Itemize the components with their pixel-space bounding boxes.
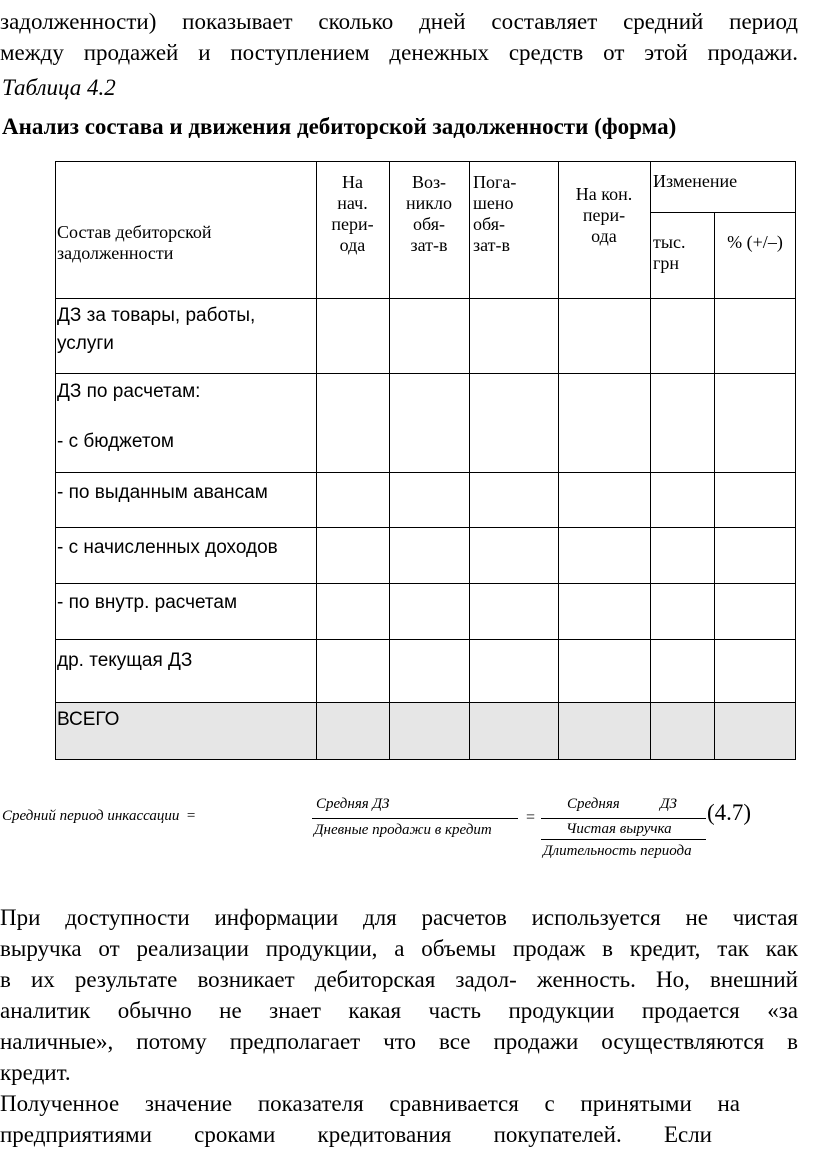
- header-repaid: Пога- шено обя- зат-в: [473, 172, 517, 255]
- header-start-of-period: На нач. пери- ода: [331, 172, 374, 255]
- body-text-line: предприятиями сроками кредитования покупателей. Если: [0, 1122, 712, 1147]
- formula-fraction2-bar: [541, 818, 706, 819]
- body-text-line: в их результате возникает дебиторская задол- женность. Но, внешний: [0, 967, 798, 992]
- formula-equals: =: [526, 809, 536, 826]
- body-text-line: Полученное значение показателя сравнивается с принятыми на: [0, 1091, 740, 1116]
- table-border-col: [558, 161, 559, 760]
- body-text-line: наличные», потому предполагает что все продажи осуществляются в: [0, 1029, 798, 1054]
- header-composition: Состав дебиторской задолженности: [57, 222, 212, 263]
- formula-fraction2-middle: Чистая выручка: [566, 821, 672, 837]
- body-text-line: между продажей и поступлением денежных средств от этой продажи.: [0, 40, 798, 65]
- table-border-col: [714, 212, 715, 760]
- formula-lhs: Средний период инкассации =: [2, 808, 196, 824]
- table-title: Анализ состава и движения дебиторской задолженности (форма): [2, 114, 677, 139]
- table-border-row: [55, 298, 796, 299]
- table-border-row: [55, 373, 796, 374]
- formula-fraction2-numerator-a: Средняя: [567, 796, 620, 812]
- header-change: Изменение: [653, 171, 738, 191]
- table-border-row: [55, 472, 796, 473]
- table-border-top: [55, 161, 796, 162]
- table-border-row: [55, 702, 796, 703]
- table-row-label: др. текущая ДЗ: [57, 650, 193, 671]
- table-border-subheader: [650, 212, 796, 213]
- formula-fraction2-numerator-b: ДЗ: [660, 796, 677, 812]
- table-border-bottom: [55, 759, 796, 760]
- formula-fraction2-denominator: Длительность периода: [543, 843, 692, 859]
- table-border-col: [650, 161, 651, 760]
- table-row-label: ДЗ за товары, работы, услуги: [57, 305, 256, 354]
- table-border-col: [55, 161, 56, 760]
- header-arisen: Воз- никло обя- зат-в: [406, 172, 452, 255]
- formula-fraction1-denominator: Дневные продажи в кредит: [314, 822, 492, 838]
- table-border-col: [795, 161, 796, 760]
- formula-fraction1-numerator: Средняя ДЗ: [316, 796, 390, 812]
- formula-number: (4.7): [707, 800, 752, 825]
- table-row-label: - по выданным авансам: [57, 482, 268, 503]
- table-row-label: - с начисленных доходов: [57, 537, 278, 558]
- table-border-row: [55, 583, 796, 584]
- body-text-line: задолженности) показывает сколько дней составляет средний период: [0, 9, 798, 34]
- formula-fraction1-bar: [312, 818, 518, 819]
- header-change-pct: % (+/–): [727, 232, 783, 252]
- body-text-line: кредит.: [0, 1060, 71, 1085]
- table-caption: Таблица 4.2: [2, 75, 116, 100]
- table-border-col: [469, 161, 470, 760]
- table-border-row: [55, 639, 796, 640]
- body-text-line: аналитик обычно не знает какая часть продукции продается «за: [0, 998, 798, 1023]
- table-row-label: ДЗ по расчетам: - с бюджетом: [57, 381, 201, 452]
- table-row-label-total: ВСЕГО: [57, 709, 120, 730]
- body-text-line: выручка от реализации продукции, а объемы продаж в кредит, так как: [0, 936, 798, 961]
- formula-fraction2-inner-bar: [541, 839, 706, 840]
- total-row-shading: [56, 702, 795, 759]
- body-text-line: При доступности информации для расчетов используется не чистая: [0, 905, 798, 930]
- table-border-row: [55, 527, 796, 528]
- header-end-of-period: На кон. пери- ода: [575, 184, 633, 246]
- table-row-label: - по внутр. расчетам: [57, 592, 238, 613]
- header-change-abs: тыс. грн: [653, 232, 686, 273]
